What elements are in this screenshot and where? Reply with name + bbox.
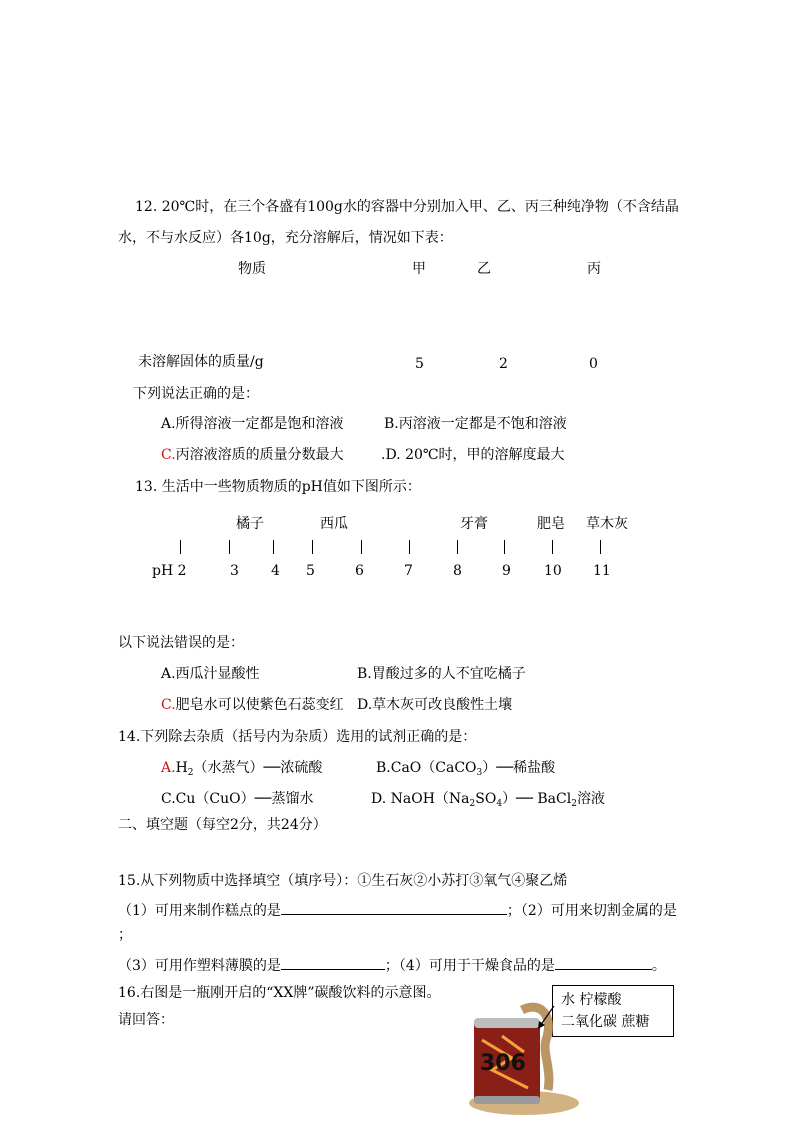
ph-tick	[312, 540, 313, 554]
ph-value: 4	[271, 563, 280, 579]
ph-tick	[361, 540, 362, 554]
q14-option-a-letter: A.	[161, 760, 176, 776]
ph-value: 3	[230, 563, 239, 579]
can-bottom-rim	[474, 1096, 540, 1104]
table-value-yi: 2	[499, 356, 508, 372]
ph-value: 7	[404, 563, 413, 579]
ph-item-soap: 肥皂	[537, 516, 565, 532]
q14-option-c: C.Cu（CuO）──蒸馏水	[161, 791, 314, 807]
answer-blank-4[interactable]	[555, 955, 652, 970]
can-label: 306	[480, 1051, 526, 1076]
q12-option-c-letter: C.	[161, 447, 176, 463]
q13-option-d: D.草木灰可改良酸性土壤	[357, 697, 513, 713]
ph-item-plant-ash: 草木灰	[586, 516, 628, 532]
table-value-bing: 0	[589, 356, 598, 372]
ph-value: 8	[453, 563, 462, 579]
q14-option-d: D. $NaOH(Na_2SO_4)──$ BaCl$_2$溶液	[371, 791, 605, 809]
ph-item-watermelon: 西瓜	[320, 516, 348, 532]
ph-tick	[229, 540, 230, 554]
ph-value: 10	[544, 563, 562, 579]
ph-value: 11	[593, 563, 611, 579]
q14-option-b: B.CaO（CaCO$_3$）──稀盐酸	[376, 760, 556, 778]
q13-title: 13. 生活中一些物质物质的pH值如下图所示：	[135, 479, 421, 495]
q13-option-c-letter: C.	[161, 697, 176, 713]
table-header-jia: 甲	[412, 261, 426, 277]
can-top-rim	[474, 1018, 540, 1028]
q12-option-c	[161, 445, 344, 465]
q15-line2: （3）可用作塑料薄膜的是 ；（4）可用于干燥食品的是 。	[118, 955, 666, 976]
ph-tick	[552, 540, 553, 554]
q12-option-a: A.所得溶液一定都是饱和溶液	[161, 416, 344, 432]
q16-title: 16.右图是一瓶刚开启的“XX牌”碳酸饮料的示意图。	[118, 985, 441, 1001]
table-value-jia: 5	[415, 356, 424, 372]
q12-line1: 12. 20℃时，在三个各盛有100g水的容器中分别加入甲、乙、丙三种纯净物（不含结晶	[135, 199, 679, 215]
answer-blank-1[interactable]	[281, 900, 507, 915]
ph-value: 9	[502, 563, 511, 579]
q15-line1-end: ；	[118, 927, 132, 943]
table-header-yi: 乙	[477, 261, 491, 277]
q12-option-d: .D. 20℃时，甲的溶解度最大	[381, 447, 565, 463]
q13-option-b: B.胃酸过多的人不宜吃橘子	[357, 666, 526, 682]
q12-option-c-text: 丙溶液溶质的质量分数最大	[175, 447, 344, 463]
q12-option-b: B.丙溶液一定都是不饱和溶液	[384, 416, 567, 432]
q13-option-c	[161, 695, 344, 715]
ph-value: 5	[306, 563, 315, 579]
q14-option-a: $A.H_2$（水蒸气）──浓硫酸	[161, 760, 323, 778]
table-header-bing: 丙	[587, 261, 601, 277]
ph-tick	[504, 540, 505, 554]
q12-question: 下列说法正确的是：	[133, 386, 259, 402]
ph-item-orange: 橘子	[236, 516, 264, 532]
ph-tick	[600, 540, 601, 554]
ph-value: 6	[355, 563, 364, 579]
q15-title: 15.从下列物质中选择填空（填序号）：①生石灰②小苏打③氧气④聚乙烯	[118, 873, 568, 889]
table-row-label: 未溶解固体的质量/g	[138, 354, 264, 370]
ph-tick	[457, 540, 458, 554]
ph-label: pH 2	[152, 563, 187, 579]
q12-line2: 水，不与水反应）各10g，充分溶解后，情况如下表：	[118, 230, 453, 246]
soda-can-illustration	[462, 1000, 592, 1118]
ingredients-line2: 二氧化碳 蔗糖	[561, 1014, 650, 1030]
q16-prompt: 请回答：	[118, 1012, 174, 1028]
q13-option-c-text: 肥皂水可以使紫色石蕊变红	[175, 697, 344, 713]
arrow-icon	[536, 1004, 558, 1030]
ph-tick	[273, 540, 274, 554]
q15-line1: （1）可用来制作糕点的是 ；（2）可用来切割金属的是	[118, 900, 677, 921]
answer-blank-3[interactable]	[281, 955, 385, 970]
ph-tick	[180, 540, 181, 554]
section-heading: 二、填空题（每空2分，共24分）	[118, 817, 327, 833]
ph-tick	[409, 540, 410, 554]
ph-item-toothpaste: 牙膏	[460, 516, 488, 532]
table-header-substance: 物质	[238, 261, 266, 277]
q14-title: 14.下列除去杂质（括号内为杂质）选用的试剂正确的是：	[118, 729, 477, 745]
q13-question: 以下说法错误的是：	[118, 635, 244, 651]
ingredients-line1: 水 柠檬酸	[561, 992, 622, 1008]
q13-option-a: A.西瓜汁显酸性	[161, 666, 260, 682]
